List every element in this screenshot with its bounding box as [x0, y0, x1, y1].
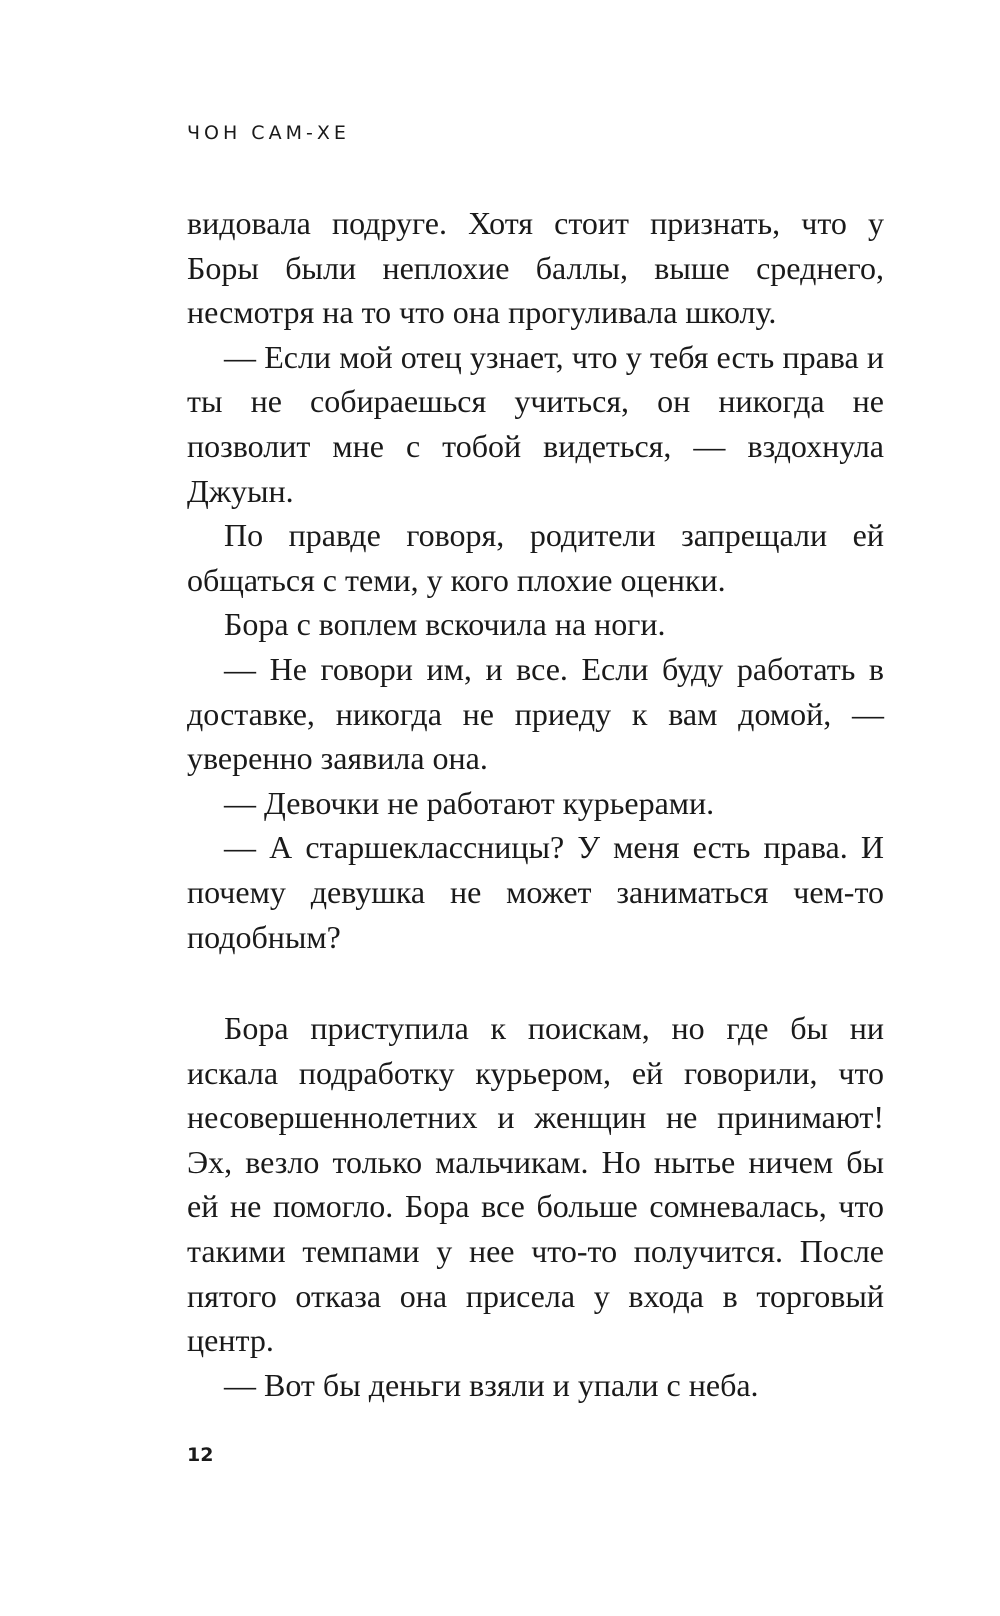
paragraph: — Если мой отец узнает, что у тебя есть права и ты не собираешься учиться, он никогда не позволит мне с тобой видеться, — вздохнула Джуын.	[187, 338, 884, 509]
running-head-author: ЧОН САМ-ХЕ	[187, 122, 350, 144]
page-number: 12	[187, 1444, 214, 1466]
paragraph: — А старшеклассницы? У меня есть права. И почему девушка не может заниматься чем-то подобным?	[187, 829, 884, 955]
text-block-1	[187, 201, 884, 959]
text-block-2	[187, 1006, 884, 1407]
paragraph: Бора с воплем вскочила на ноги.	[224, 606, 666, 643]
paragraph: — Не говори им, и все. Если буду работать в доставке, никогда не приеду к вам домой, — уверенно заявила она.	[187, 650, 884, 777]
paragraph: По правде говоря, родители запрещали ей общаться с теми, у кого плохие оценки.	[187, 517, 884, 598]
paragraph: видовала подруге. Хотя стоит признать, что у Боры были неплохие баллы, выше среднего, несмотря на то что она прогуливала школу.	[187, 205, 884, 331]
paragraph: Бора приступила к поискам, но где бы ни искала подработку курьером, ей говорили, что несовершеннолетних и женщин не принимают! Эх, везло только мальчикам. Но нытье ничем бы ей не помогло. Бора все больше сомневалась, что такими темпами у нее что-то получится. После пятого отказа она присела у входа в торговый центр.	[187, 1010, 884, 1359]
paragraph: — Вот бы деньги взяли и упали с неба.	[224, 1366, 759, 1403]
paragraph: — Девочки не работают курьерами.	[224, 784, 715, 821]
